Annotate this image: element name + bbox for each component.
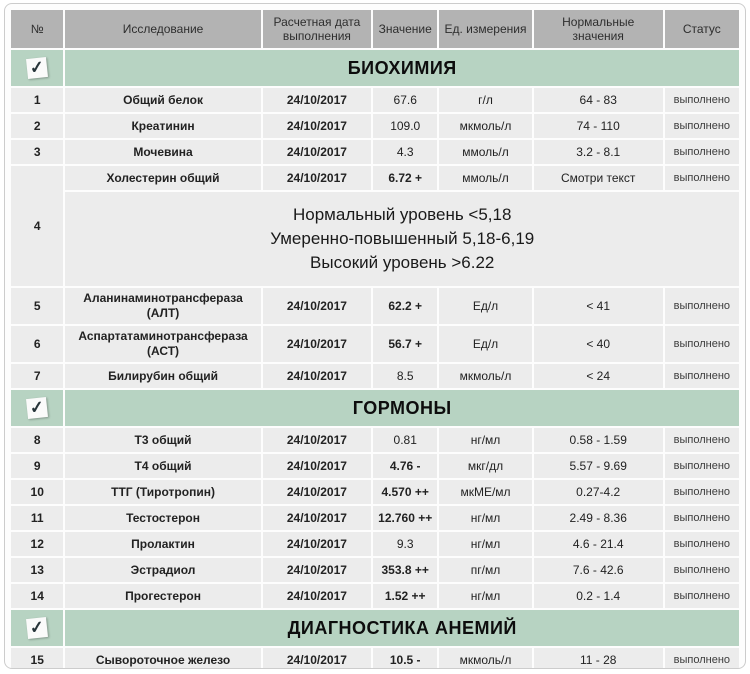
test-name-cell: Общий белок [65,88,260,112]
section-header-row [11,390,739,426]
row-num: 5 [11,288,63,324]
test-name-cell: Аланинаминотрансфераза (АЛТ) [65,288,260,324]
unit-cell: нг/мл [439,532,532,556]
normal-range-cell: 7.6 - 42.6 [534,558,663,582]
section-header-row [11,50,739,86]
row-num: 13 [11,558,63,582]
date-cell: 24/10/2017 [263,648,372,669]
note-cell [65,192,739,286]
table-row [11,584,739,608]
date-cell: 24/10/2017 [263,558,372,582]
row-num: 1 [11,88,63,112]
value-cell: 6.72 + [373,166,437,190]
status-cell: выполнено [665,288,739,324]
test-name-cell: Креатинин [65,114,260,138]
value-cell: 353.8 ++ [373,558,437,582]
note-line: Умеренно-повышенный 5,18-6,19 [270,229,535,248]
section-title: ДИАГНОСТИКА АНЕМИЙ [65,610,739,646]
normal-range-cell: 0.2 - 1.4 [534,584,663,608]
row-num: 2 [11,114,63,138]
date-cell: 24/10/2017 [263,288,372,324]
status-cell: выполнено [665,166,739,190]
unit-cell: нг/мл [439,506,532,530]
table-row [11,480,739,504]
value-cell: 0.81 [373,428,437,452]
unit-cell: нг/мл [439,428,532,452]
section-check-cell [11,390,63,426]
results-table-body [11,50,739,669]
col-header-number: № [11,10,63,48]
date-cell: 24/10/2017 [263,454,372,478]
status-cell: выполнено [665,140,739,164]
row-num: 7 [11,364,63,388]
normal-range-cell: 0.58 - 1.59 [534,428,663,452]
col-header-test: Исследование [65,10,260,48]
status-cell: выполнено [665,326,739,362]
row-num: 15 [11,648,63,669]
date-cell: 24/10/2017 [263,114,372,138]
table-row [11,648,739,669]
table-row [11,364,739,388]
table-row [11,114,739,138]
test-name-cell: ТТГ (Тиротропин) [65,480,260,504]
normal-range-cell: < 41 [534,288,663,324]
table-row [11,88,739,112]
test-name-cell: Тестостерон [65,506,260,530]
status-cell: выполнено [665,88,739,112]
normal-range-cell: 5.57 - 9.69 [534,454,663,478]
date-cell: 24/10/2017 [263,428,372,452]
value-cell: 109.0 [373,114,437,138]
value-cell: 1.52 ++ [373,584,437,608]
col-header-unit: Ед. измерения [439,10,532,48]
value-cell: 4.570 ++ [373,480,437,504]
results-table [9,8,741,669]
test-name-cell: Эстрадиол [65,558,260,582]
unit-cell: мкг/дл [439,454,532,478]
date-cell: 24/10/2017 [263,506,372,530]
table-row [11,532,739,556]
test-name-cell: Мочевина [65,140,260,164]
unit-cell: Ед/л [439,288,532,324]
unit-cell: пг/мл [439,558,532,582]
status-cell: выполнено [665,480,739,504]
row-num: 14 [11,584,63,608]
unit-cell: мкмоль/л [439,364,532,388]
normal-range-cell: 11 - 28 [534,648,663,669]
row-num: 4 [11,166,63,286]
row-num: 10 [11,480,63,504]
date-cell: 24/10/2017 [263,584,372,608]
unit-cell: мкмоль/л [439,114,532,138]
normal-range-cell: 2.49 - 8.36 [534,506,663,530]
date-cell: 24/10/2017 [263,140,372,164]
test-name-cell: Холестерин общий [65,166,260,190]
table-row [11,326,739,362]
table-row [11,288,739,324]
value-cell: 4.76 - [373,454,437,478]
normal-range-cell: 3.2 - 8.1 [534,140,663,164]
col-header-date: Расчетная дата выполнения [263,10,372,48]
normal-range-cell: 0.27-4.2 [534,480,663,504]
test-name-cell: Т4 общий [65,454,260,478]
date-cell: 24/10/2017 [263,532,372,556]
status-cell: выполнено [665,114,739,138]
status-cell: выполнено [665,428,739,452]
unit-cell: ммоль/л [439,166,532,190]
section-title: БИОХИМИЯ [65,50,739,86]
section-check-cell [11,50,63,86]
date-cell: 24/10/2017 [263,88,372,112]
section-title: ГОРМОНЫ [65,390,739,426]
check-icon: ✓ [26,397,48,419]
unit-cell: нг/мл [439,584,532,608]
note-line: Высокий уровень >6.22 [310,253,495,272]
check-icon: ✓ [26,57,48,79]
value-cell: 12.760 ++ [373,506,437,530]
row-num: 11 [11,506,63,530]
value-cell: 62.2 + [373,288,437,324]
unit-cell: ммоль/л [439,140,532,164]
normal-range-cell: < 40 [534,326,663,362]
status-cell: выполнено [665,532,739,556]
value-cell: 67.6 [373,88,437,112]
test-name-cell: Пролактин [65,532,260,556]
test-name-cell: Прогестерон [65,584,260,608]
table-row [11,506,739,530]
status-cell: выполнено [665,454,739,478]
note-line: Нормальный уровень <5,18 [293,205,512,224]
date-cell: 24/10/2017 [263,166,372,190]
unit-cell: Ед/л [439,326,532,362]
row-num: 3 [11,140,63,164]
status-cell: выполнено [665,584,739,608]
header-row [11,10,739,48]
table-header [11,10,739,48]
section-header-row [11,610,739,646]
normal-range-cell: 74 - 110 [534,114,663,138]
status-cell: выполнено [665,558,739,582]
table-row [11,428,739,452]
normal-range-cell: Смотри текст [534,166,663,190]
row-num: 9 [11,454,63,478]
unit-cell: мкМЕ/мл [439,480,532,504]
value-cell: 10.5 - [373,648,437,669]
col-header-normal: Нормальные значения [534,10,663,48]
status-cell: выполнено [665,364,739,388]
date-cell: 24/10/2017 [263,364,372,388]
status-cell: выполнено [665,506,739,530]
row-num: 8 [11,428,63,452]
col-header-value: Значение [373,10,437,48]
unit-cell: г/л [439,88,532,112]
test-name-cell: Билирубин общий [65,364,260,388]
table-row [11,454,739,478]
date-cell: 24/10/2017 [263,326,372,362]
row-num: 12 [11,532,63,556]
table-row [11,558,739,582]
row-num: 6 [11,326,63,362]
value-cell: 9.3 [373,532,437,556]
col-header-status: Статус [665,10,739,48]
value-cell: 56.7 + [373,326,437,362]
test-name-cell: Т3 общий [65,428,260,452]
table-row [11,166,739,190]
normal-range-cell: 4.6 - 21.4 [534,532,663,556]
status-cell: выполнено [665,648,739,669]
section-check-cell [11,610,63,646]
test-name-cell: Аспартатаминотрансфераза (АСТ) [65,326,260,362]
normal-range-cell: 64 - 83 [534,88,663,112]
test-name-cell: Сывороточное железо [65,648,260,669]
table-row [11,140,739,164]
date-cell: 24/10/2017 [263,480,372,504]
value-cell: 4.3 [373,140,437,164]
value-cell: 8.5 [373,364,437,388]
normal-range-cell: < 24 [534,364,663,388]
lab-results-report [4,3,746,669]
check-icon: ✓ [26,617,48,639]
note-row [11,192,739,286]
unit-cell: мкмоль/л [439,648,532,669]
